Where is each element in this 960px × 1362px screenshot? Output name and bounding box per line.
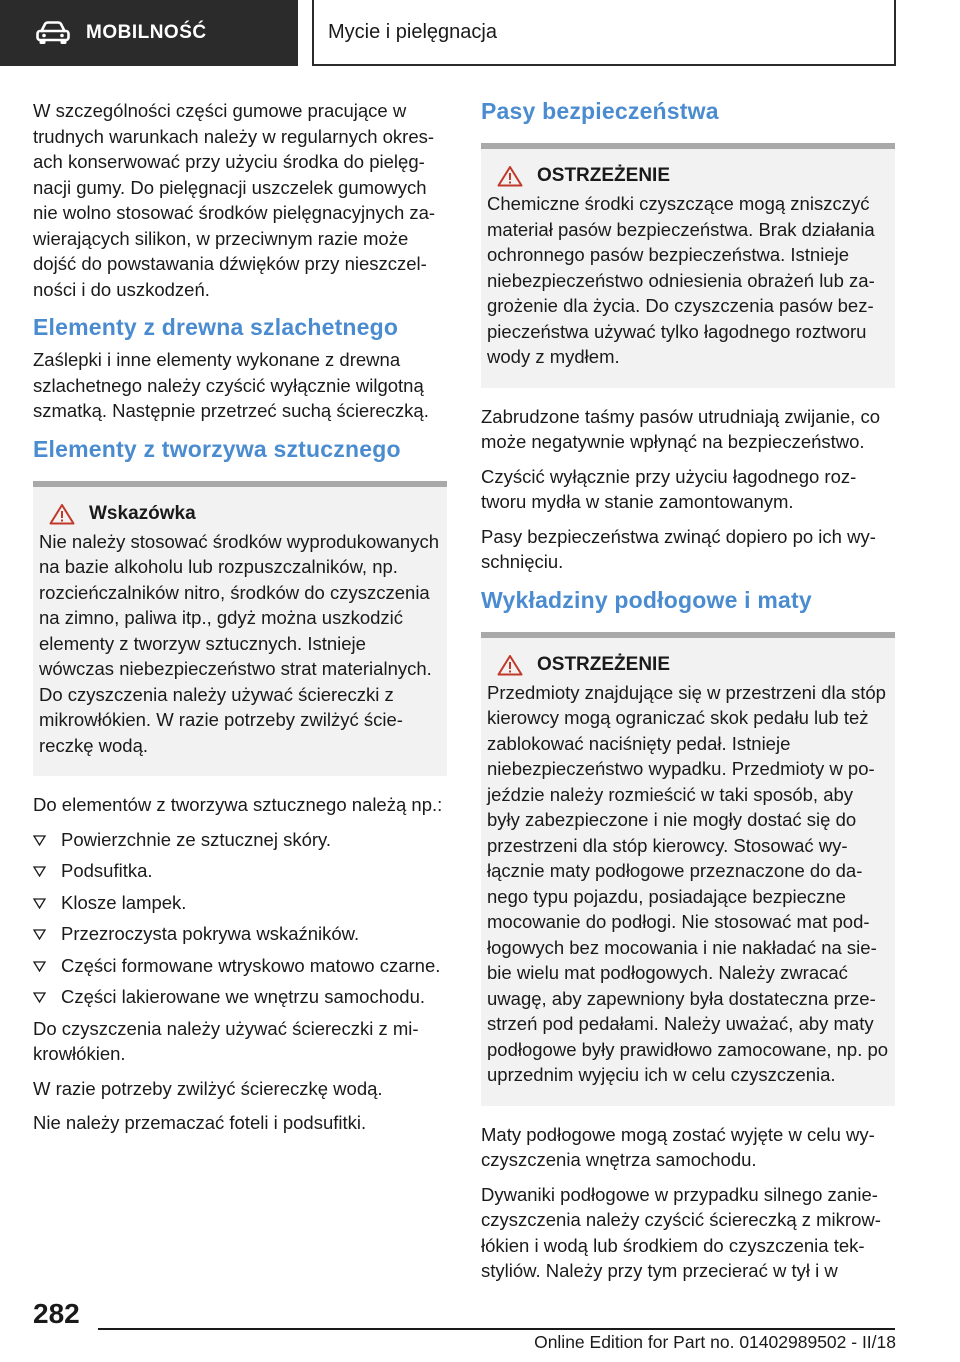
warning-box-belts <box>481 143 895 388</box>
warning-header <box>487 654 889 676</box>
bullet-triangle-icon <box>33 961 46 972</box>
page-number: 282 <box>33 1298 80 1329</box>
section-label: MOBILNOŚĆ <box>86 22 207 43</box>
after-paragraph-1: Do czyszczenia należy używać ściereczki z mikrowłókien. <box>33 1017 419 1064</box>
warning-box-mats <box>481 632 895 1106</box>
warning-triangle-icon <box>497 165 523 187</box>
list-item: Klosze lampek. <box>33 890 447 916</box>
warning-text: Chemiczne środki czyszczące mogą zniszczyć materiał pasów bezpieczeństwa. Brak działania ochronnego pasów bezpieczeństwa. Istnieje niebezpieczeństwo odniesienia obrażeń lub zagrożenie dla życia. Do czyszczenia pasów bezpieczeństwa używać tylko łagodnego roztworu wody z mydłem. <box>487 193 875 367</box>
note-header <box>39 503 441 525</box>
footer-divider <box>98 1328 895 1330</box>
warning-triangle-icon <box>49 503 75 525</box>
heading-mats: Wykładziny podłogowe i maty <box>481 586 812 613</box>
warning-triangle-icon <box>497 654 523 676</box>
plastic-list <box>33 827 447 1010</box>
wood-paragraph: Zaślepki i inne elementy wykonane z drewna szlachetnego należy czyścić wyłącznie wilgotną szmatką. Następnie przetrzeć suchą ściereczką. <box>33 349 429 421</box>
list-intro: Do elementów z tworzywa sztucznego należą np.: <box>33 794 443 815</box>
warning-title: OSTRZEŻENIE <box>537 165 671 186</box>
left-column <box>33 98 447 1145</box>
note-text: Nie należy stosować środków wyprodukowanych na bazie alkoholu lub rozpuszczalników, np. rozcieńczalników nitro, środków do czyszczenia na zimno, paliwa itp., gdyż można uszkodzić elementy z tworzyw sztucznych. Istnieje wówczas niebezpieczeństwo strat materialnych. Do czyszczenia należy używać ściereczki z mikrowłókien. W razie potrzeby zwilżyć ściereczkę wodą. <box>39 530 439 756</box>
right-column <box>481 98 895 1293</box>
chapter-title: Mycie i pielęgnacja <box>328 20 497 43</box>
footer-edition: Online Edition for Part no. 01402989502 - II/18 <box>534 1332 896 1352</box>
page-header <box>0 0 960 66</box>
list-item: Części lakierowane we wnętrzu samochodu. <box>33 984 447 1010</box>
note-title: Wskazówka <box>89 502 196 524</box>
belts-paragraph-3: Pasy bezpieczeństwa zwinąć dopiero po ich wyschnięciu. <box>481 525 876 572</box>
mats-paragraph-1: Maty podłogowe mogą zostać wyjęte w celu wyczyszczenia wnętrza samochodu. <box>481 1123 875 1170</box>
section-tab <box>0 0 298 66</box>
belts-paragraph-1: Zabrudzone taśmy pasów utrudniają zwijanie, co może negatywnie wpłynąć na bezpieczeństwo. <box>481 405 880 452</box>
list-item: Części formowane wtryskowo matowo czarne. <box>33 953 447 979</box>
warning-header <box>487 165 889 187</box>
heading-wood: Elementy z drewna szlachetnego <box>33 314 399 340</box>
after-paragraph-2: W razie potrzeby zwilżyć ściereczkę wodą. <box>33 1077 383 1099</box>
intro-paragraph: W szczególności części gumowe pracujące w trudnych warunkach należy w regularnych okresach konserwować przy użyciu środka do pielęgnacji gumy. Do pielęgnacji uszczelek gumowych nie wolno stosować środków pielęgnacyjnych zawierających silikon, w przeciwnym razie może dojść do powstawania dźwięków przy nieszczelności i do uszkodzeń. <box>33 100 436 300</box>
chapter-title-box <box>312 0 896 66</box>
heading-belts: Pasy bezpieczeństwa <box>481 98 719 124</box>
list-item: Przezroczysta pokrywa wskaźników. <box>33 921 447 947</box>
note-box <box>33 481 447 777</box>
heading-plastic: Elementy z tworzywa sztucznego <box>33 435 401 462</box>
bullet-triangle-icon <box>33 835 46 846</box>
warning-title: OSTRZEŻENIE <box>537 653 671 675</box>
bullet-triangle-icon <box>33 929 46 940</box>
list-item: Powierzchnie ze sztucznej skóry. <box>33 827 447 853</box>
bullet-triangle-icon <box>33 992 46 1003</box>
warning-text: Przedmioty znajdujące się w przestrzeni dla stóp kierowcy mogą ograniczać skok pedału lub też zablokować naciśnięty pedał. Istnieje niebezpieczeństwo wypadku. Przedmioty w pojeździe należy rozmieścić w taki sposób, aby były zabezpieczone i nie mogły dostać się do przestrzeni dla stóp kierowcy. Stosować wyłącznie maty podłogowe przeznaczone do danego typu pojazdu, posiadające bezpieczne mocowanie do podłogi. Nie stosować mat podłogowych bez mocowania i nie nakładać na siebie wielu mat podłogowych. Należy zwracać uwagę, aby zapewniony była dostateczna przestrzeń pod pedałami. Należy uważać, aby maty podłogowe były prawidłowo zamocowane, np. po uprzednim wyjęciu ich w celu czyszczenia. <box>487 681 889 1085</box>
bullet-triangle-icon <box>33 898 46 909</box>
belts-paragraph-2: Czyścić wyłącznie przy użyciu łagodnego roztworu mydła w stanie zamontowanym. <box>481 465 857 512</box>
car-icon <box>36 21 70 45</box>
list-item: Podsufitka. <box>33 858 447 884</box>
mats-paragraph-2: Dywaniki podłogowe w przypadku silnego zanieczyszczenia należy czyścić ściereczką z mikrowłókien i wodą lub środkiem do czyszczenia tekstyliów. Należy przy tym przecierać w tył i w <box>481 1183 881 1281</box>
after-paragraph-3: Nie należy przemaczać foteli i podsufitki. <box>33 1112 367 1133</box>
bullet-triangle-icon <box>33 866 46 877</box>
